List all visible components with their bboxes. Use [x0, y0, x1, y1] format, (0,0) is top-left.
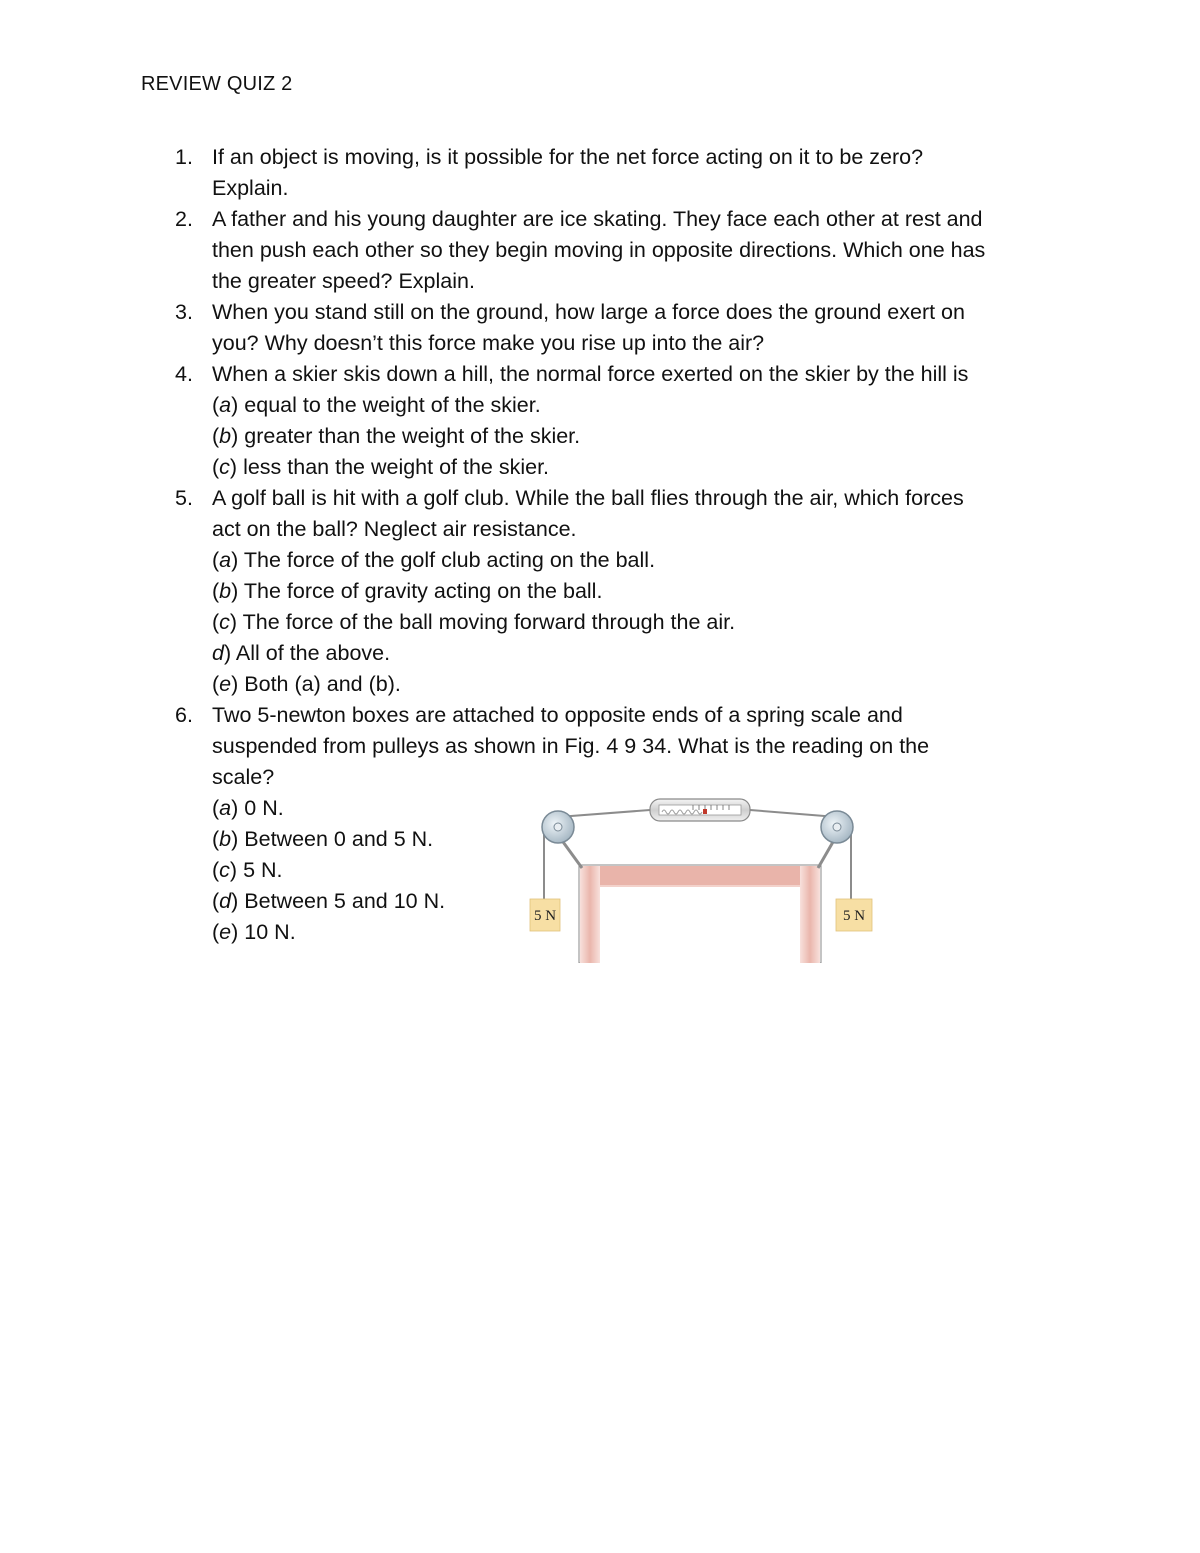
answer-option: (e) Both (a) and (b). — [212, 672, 401, 696]
answer-option: (b) The force of gravity acting on the ball. — [212, 579, 603, 603]
answer-option: (d) Between 5 and 10 N. — [212, 889, 446, 913]
right-pulley — [821, 811, 853, 843]
question-text-line: suspended from pulleys as shown in Fig. 4 9 34. What is the reading on the — [212, 734, 930, 758]
question-number: 2. — [175, 207, 193, 231]
question-text-line: Explain. — [212, 176, 289, 200]
pulley-brackets — [558, 835, 837, 868]
question-text-line: When a skier skis down a hill, the normal force exerted on the skier by the hill is — [212, 362, 969, 386]
spring-scale — [650, 799, 750, 821]
question-2 — [168, 204, 1068, 297]
question-text-line: A father and his young daughter are ice skating. They face each other at rest and — [212, 207, 983, 231]
question-text-line: If an object is moving, is it possible for the net force acting on it to be zero? — [212, 145, 924, 169]
answer-option: (b) greater than the weight of the skier. — [212, 424, 581, 448]
question-number: 1. — [175, 145, 193, 169]
answer-option: (c) less than the weight of the skier. — [212, 455, 550, 479]
question-1 — [168, 142, 1068, 204]
right-weight-label: 5 N — [842, 908, 866, 924]
answer-option: (a) 0 N. — [212, 796, 284, 820]
right-weight-box — [836, 899, 872, 931]
answer-option: (c) The force of the ball moving forward through the air. — [212, 610, 736, 634]
answer-option: d) All of the above. — [212, 641, 391, 665]
question-text-line: act on the ball? Neglect air resistance. — [212, 517, 577, 541]
question-text-line: you? Why doesn’t this force make you rise up into the air? — [212, 331, 765, 355]
question-number: 6. — [175, 703, 193, 727]
question-text-line: the greater speed? Explain. — [212, 269, 475, 293]
answer-option: (b) Between 0 and 5 N. — [212, 827, 434, 851]
left-weight-label: 5 N — [533, 908, 557, 924]
question-text-line: When you stand still on the ground, how large a force does the ground exert on — [212, 300, 965, 324]
question-text-line: A golf ball is hit with a golf club. While the ball flies through the air, which forces — [212, 486, 964, 510]
question-4 — [168, 359, 1068, 483]
answer-option: (e) 10 N. — [212, 920, 296, 944]
question-number: 5. — [175, 486, 193, 510]
pulley-spring-scale-figure — [525, 793, 880, 963]
support-frame — [579, 865, 821, 963]
question-number: 4. — [175, 362, 193, 386]
page-title: REVIEW QUIZ 2 — [141, 73, 293, 95]
left-weight-box — [530, 899, 560, 931]
question-3 — [168, 297, 1068, 359]
question-text-line: then push each other so they begin moving in opposite directions. Which one has — [212, 238, 986, 262]
question-text-line: Two 5-newton boxes are attached to opposite ends of a spring scale and — [212, 703, 903, 727]
answer-option: (a) equal to the weight of the skier. — [212, 393, 541, 417]
pulley-diagram — [525, 793, 880, 963]
question-number: 3. — [175, 300, 193, 324]
left-pulley — [542, 811, 574, 843]
answer-option: (c) 5 N. — [212, 858, 283, 882]
question-text-line: scale? — [212, 765, 275, 789]
question-5 — [168, 483, 1068, 700]
answer-option: (a) The force of the golf club acting on the ball. — [212, 548, 656, 572]
